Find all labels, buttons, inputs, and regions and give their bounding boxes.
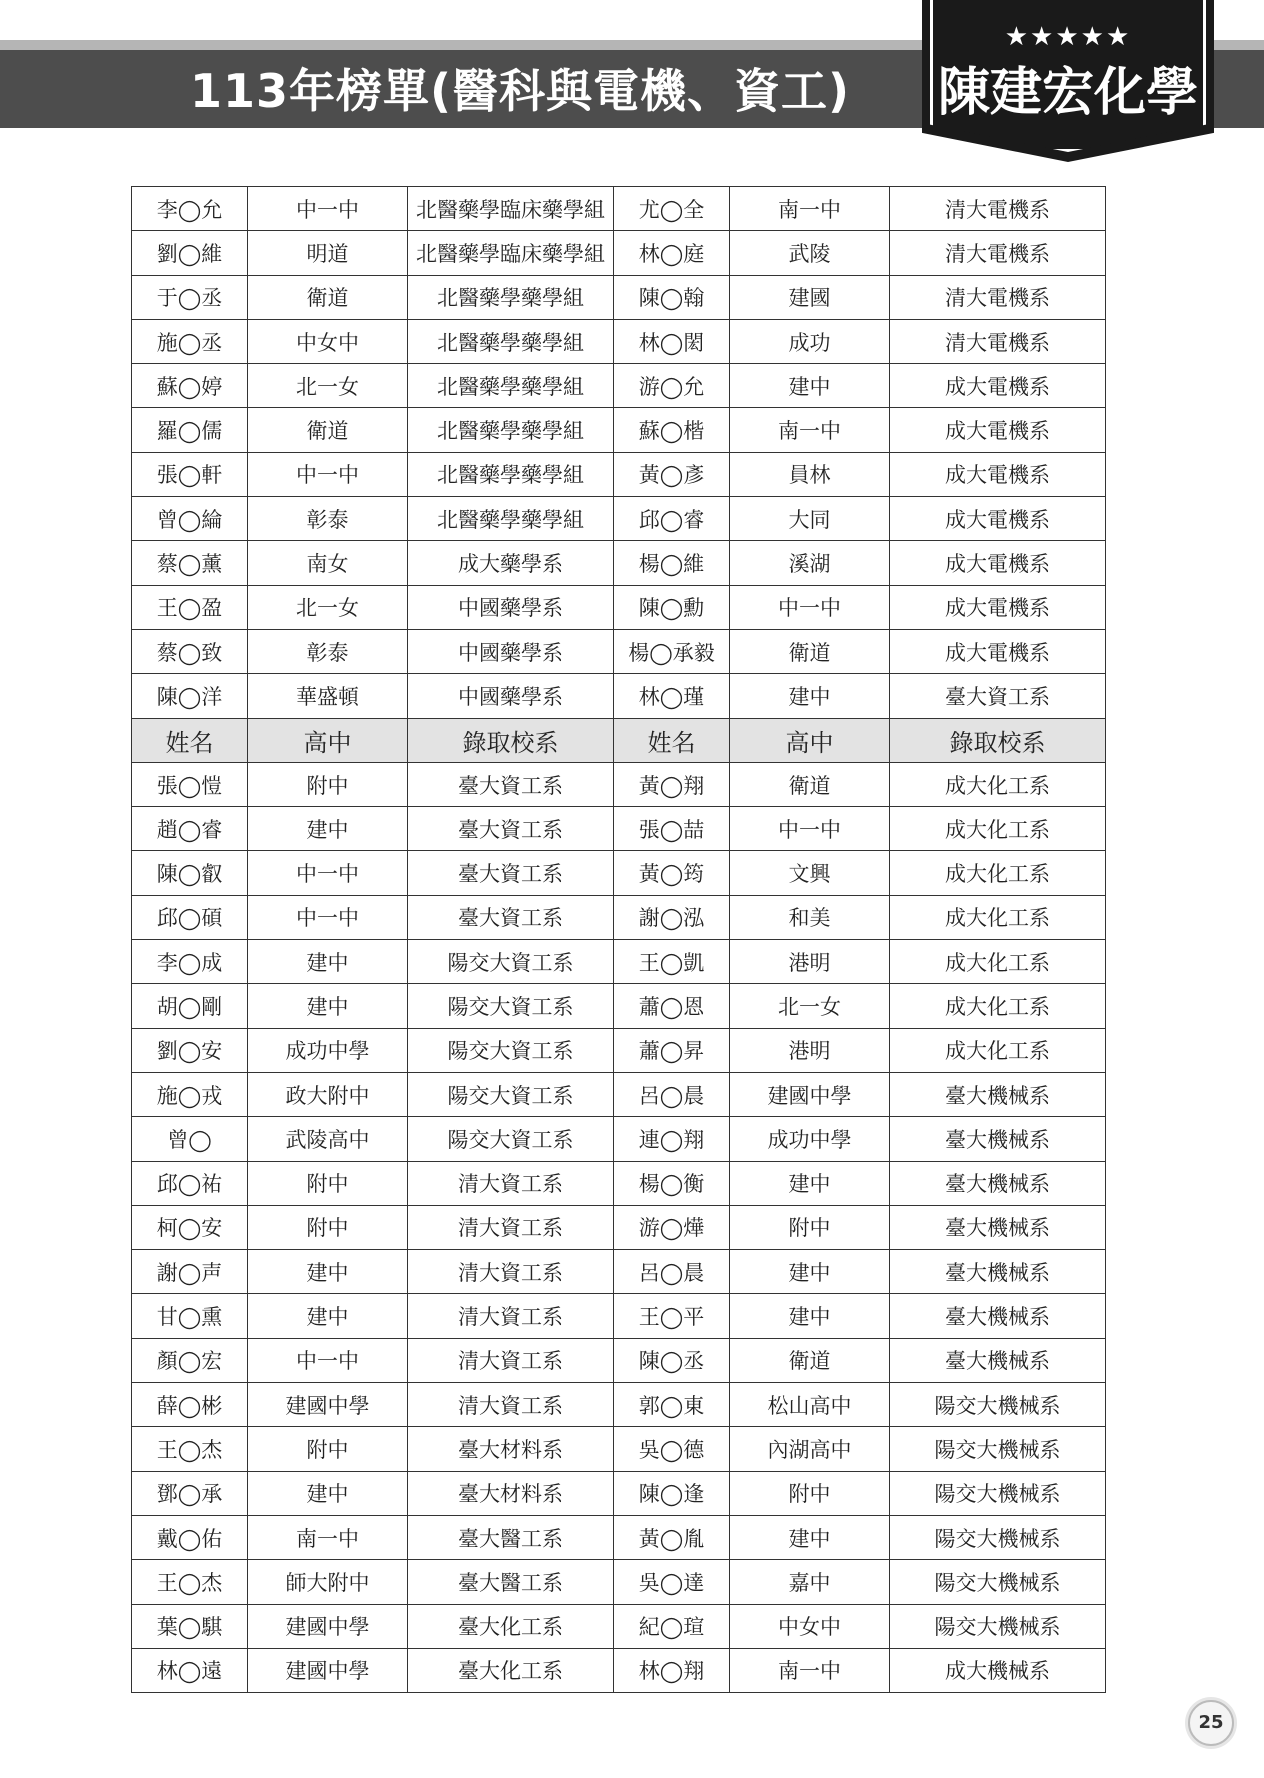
table-cell: 成大藥學系 <box>408 541 614 585</box>
table-cell: 中一中 <box>730 807 890 851</box>
table-cell: 清大電機系 <box>890 231 1106 275</box>
table-cell: 南一中 <box>730 187 890 231</box>
table-cell: 楊◯維 <box>614 541 730 585</box>
table-cell: 北醫藥學藥學組 <box>408 497 614 541</box>
page-number: 25 <box>1188 1700 1234 1746</box>
table-cell: 北醫藥學臨床藥學組 <box>408 187 614 231</box>
table-cell: 成大化工系 <box>890 1028 1106 1072</box>
table-cell: 林◯瑾 <box>614 674 730 718</box>
table-cell: 成大電機系 <box>890 408 1106 452</box>
table-cell: 武陵 <box>730 231 890 275</box>
table-cell: 彰泰 <box>248 629 408 673</box>
table-row <box>132 1471 1106 1515</box>
table-cell: 謝◯声 <box>132 1250 248 1294</box>
table-cell: 王◯平 <box>614 1294 730 1338</box>
table-cell: 北醫藥學藥學組 <box>408 452 614 496</box>
table-cell: 呂◯晨 <box>614 1072 730 1116</box>
table-cell: 臺大機械系 <box>890 1250 1106 1294</box>
table-cell: 中一中 <box>730 585 890 629</box>
table-row <box>132 1648 1106 1692</box>
table-cell: 附中 <box>730 1205 890 1249</box>
table-cell: 武陵高中 <box>248 1117 408 1161</box>
table-cell: 清大資工系 <box>408 1161 614 1205</box>
table-cell: 北一女 <box>248 364 408 408</box>
table-row <box>132 541 1106 585</box>
table-cell: 臺大機械系 <box>890 1294 1106 1338</box>
table-cell: 南一中 <box>730 408 890 452</box>
table-cell: 王◯盈 <box>132 585 248 629</box>
column-header: 姓名 <box>614 718 730 762</box>
table-cell: 中一中 <box>248 1338 408 1382</box>
table-cell: 附中 <box>730 1471 890 1515</box>
table-row <box>132 364 1106 408</box>
brand-name: 陳建宏化學 <box>937 63 1198 123</box>
table-cell: 鄧◯承 <box>132 1471 248 1515</box>
table-cell: 中一中 <box>248 851 408 895</box>
table-cell: 陽交大機械系 <box>890 1427 1106 1471</box>
table-cell: 臺大材料系 <box>408 1427 614 1471</box>
table-cell: 衛道 <box>248 275 408 319</box>
table-cell: 臺大資工系 <box>408 807 614 851</box>
table-cell: 附中 <box>248 1161 408 1205</box>
table-cell: 蔡◯致 <box>132 629 248 673</box>
table-cell: 北醫藥學藥學組 <box>408 275 614 319</box>
table-cell: 成大機械系 <box>890 1648 1106 1692</box>
table-cell: 臺大機械系 <box>890 1338 1106 1382</box>
table-cell: 吳◯達 <box>614 1560 730 1604</box>
table-cell: 紀◯瑄 <box>614 1604 730 1648</box>
table-cell: 陳◯叡 <box>132 851 248 895</box>
table-cell: 建國中學 <box>248 1648 408 1692</box>
table-cell: 建國 <box>730 275 890 319</box>
table-cell: 政大附中 <box>248 1072 408 1116</box>
table-cell: 楊◯承毅 <box>614 629 730 673</box>
table-cell: 顏◯宏 <box>132 1338 248 1382</box>
table-cell: 成大電機系 <box>890 629 1106 673</box>
table-row <box>132 984 1106 1028</box>
table-cell: 清大資工系 <box>408 1383 614 1427</box>
admission-table <box>131 186 1106 1693</box>
table-cell: 臺大機械系 <box>890 1205 1106 1249</box>
table-cell: 建國中學 <box>730 1072 890 1116</box>
table-cell: 溪湖 <box>730 541 890 585</box>
column-header: 高中 <box>730 718 890 762</box>
table-cell: 南一中 <box>730 1648 890 1692</box>
table-cell: 蔡◯薰 <box>132 541 248 585</box>
table-row <box>132 1383 1106 1427</box>
table-cell: 曾◯綸 <box>132 497 248 541</box>
table-cell: 施◯戎 <box>132 1072 248 1116</box>
table-cell: 戴◯佑 <box>132 1515 248 1559</box>
table-cell: 蕭◯昇 <box>614 1028 730 1072</box>
table-cell: 中女中 <box>248 319 408 363</box>
table-cell: 陽交大機械系 <box>890 1471 1106 1515</box>
table-row <box>132 1294 1106 1338</box>
table-header-row <box>132 718 1106 762</box>
table-cell: 趙◯睿 <box>132 807 248 851</box>
table-cell: 陳◯勳 <box>614 585 730 629</box>
table-cell: 成大化工系 <box>890 984 1106 1028</box>
table-cell: 陽交大機械系 <box>890 1560 1106 1604</box>
table-cell: 松山高中 <box>730 1383 890 1427</box>
table-cell: 臺大資工系 <box>408 895 614 939</box>
table-row <box>132 1028 1106 1072</box>
table-cell: 陳◯逢 <box>614 1471 730 1515</box>
table-cell: 中一中 <box>248 187 408 231</box>
table-cell: 成大化工系 <box>890 851 1106 895</box>
table-row <box>132 940 1106 984</box>
table-cell: 中一中 <box>248 452 408 496</box>
table-cell: 楊◯衡 <box>614 1161 730 1205</box>
table-cell: 王◯凱 <box>614 940 730 984</box>
table-cell: 清大資工系 <box>408 1205 614 1249</box>
table-cell: 成功中學 <box>730 1117 890 1161</box>
table-row <box>132 497 1106 541</box>
table-cell: 王◯杰 <box>132 1560 248 1604</box>
table-cell: 尤◯全 <box>614 187 730 231</box>
table-cell: 邱◯睿 <box>614 497 730 541</box>
table-cell: 邱◯碩 <box>132 895 248 939</box>
table-cell: 師大附中 <box>248 1560 408 1604</box>
table-cell: 附中 <box>248 1205 408 1249</box>
table-cell: 林◯翔 <box>614 1648 730 1692</box>
table-cell: 北醫藥學藥學組 <box>408 319 614 363</box>
table-cell: 建中 <box>730 674 890 718</box>
table-cell: 臺大資工系 <box>890 674 1106 718</box>
table-cell: 張◯喆 <box>614 807 730 851</box>
table-cell: 建中 <box>730 364 890 408</box>
table-cell: 臺大化工系 <box>408 1604 614 1648</box>
table-cell: 葉◯騏 <box>132 1604 248 1648</box>
table-cell: 港明 <box>730 1028 890 1072</box>
table-cell: 薛◯彬 <box>132 1383 248 1427</box>
table-cell: 中國藥學系 <box>408 674 614 718</box>
table-row <box>132 629 1106 673</box>
table-cell: 成大電機系 <box>890 541 1106 585</box>
table-cell: 衛道 <box>730 629 890 673</box>
table-cell: 內湖高中 <box>730 1427 890 1471</box>
table-cell: 清大電機系 <box>890 275 1106 319</box>
table-cell: 胡◯剛 <box>132 984 248 1028</box>
table-cell: 建中 <box>730 1294 890 1338</box>
table-cell: 大同 <box>730 497 890 541</box>
column-header: 高中 <box>248 718 408 762</box>
table-cell: 文興 <box>730 851 890 895</box>
table-cell: 李◯允 <box>132 187 248 231</box>
table-row <box>132 231 1106 275</box>
table-cell: 北醫藥學藥學組 <box>408 408 614 452</box>
table-cell: 劉◯維 <box>132 231 248 275</box>
table-row <box>132 1072 1106 1116</box>
table-cell: 成功中學 <box>248 1028 408 1072</box>
table-cell: 曾◯ <box>132 1117 248 1161</box>
table-cell: 建中 <box>248 807 408 851</box>
table-cell: 蘇◯婷 <box>132 364 248 408</box>
table-cell: 成大化工系 <box>890 762 1106 806</box>
table-cell: 明道 <box>248 231 408 275</box>
table-cell: 清大資工系 <box>408 1294 614 1338</box>
page-title: 113年榜單(醫科與電機、資工) <box>190 64 851 118</box>
table-cell: 北醫藥學臨床藥學組 <box>408 231 614 275</box>
table-cell: 邱◯祐 <box>132 1161 248 1205</box>
table-cell: 中一中 <box>248 895 408 939</box>
table-cell: 成大電機系 <box>890 497 1106 541</box>
table-cell: 臺大機械系 <box>890 1072 1106 1116</box>
table-cell: 清大資工系 <box>408 1338 614 1382</box>
table-cell: 施◯丞 <box>132 319 248 363</box>
table-cell: 嘉中 <box>730 1560 890 1604</box>
table-cell: 建中 <box>730 1161 890 1205</box>
table-cell: 清大電機系 <box>890 319 1106 363</box>
star-rating-icon: ★★★★★ <box>1004 22 1132 52</box>
table-cell: 附中 <box>248 1427 408 1471</box>
table-row <box>132 452 1106 496</box>
table-row <box>132 1117 1106 1161</box>
table-cell: 黃◯翔 <box>614 762 730 806</box>
table-cell: 建中 <box>248 1250 408 1294</box>
table-row <box>132 408 1106 452</box>
column-header: 錄取校系 <box>408 718 614 762</box>
table-cell: 陳◯翰 <box>614 275 730 319</box>
table-cell: 林◯閎 <box>614 319 730 363</box>
table-cell: 呂◯晨 <box>614 1250 730 1294</box>
table-cell: 黃◯筠 <box>614 851 730 895</box>
table-cell: 成大化工系 <box>890 940 1106 984</box>
table-cell: 臺大材料系 <box>408 1471 614 1515</box>
table-cell: 林◯庭 <box>614 231 730 275</box>
table-cell: 陽交大資工系 <box>408 1117 614 1161</box>
table-cell: 附中 <box>248 762 408 806</box>
table-cell: 中國藥學系 <box>408 585 614 629</box>
column-header: 錄取校系 <box>890 718 1106 762</box>
table-row <box>132 674 1106 718</box>
table-cell: 建中 <box>248 940 408 984</box>
table-row <box>132 187 1106 231</box>
table-cell: 于◯丞 <box>132 275 248 319</box>
table-cell: 陽交大資工系 <box>408 1028 614 1072</box>
table-cell: 蕭◯恩 <box>614 984 730 1028</box>
table-cell: 吳◯德 <box>614 1427 730 1471</box>
table-cell: 建國中學 <box>248 1383 408 1427</box>
table-row <box>132 319 1106 363</box>
table-cell: 華盛頓 <box>248 674 408 718</box>
table-cell: 建中 <box>248 1294 408 1338</box>
table-cell: 中女中 <box>730 1604 890 1648</box>
table-cell: 衛道 <box>730 1338 890 1382</box>
table-cell: 黃◯彥 <box>614 452 730 496</box>
table-cell: 陳◯洋 <box>132 674 248 718</box>
table-cell: 建國中學 <box>248 1604 408 1648</box>
table-cell: 臺大機械系 <box>890 1117 1106 1161</box>
table-cell: 北一女 <box>730 984 890 1028</box>
table-row <box>132 807 1106 851</box>
table-cell: 甘◯熏 <box>132 1294 248 1338</box>
table-cell: 衛道 <box>730 762 890 806</box>
column-header: 姓名 <box>132 718 248 762</box>
table-row <box>132 1250 1106 1294</box>
table-row <box>132 585 1106 629</box>
table-cell: 陽交大機械系 <box>890 1515 1106 1559</box>
table-cell: 臺大機械系 <box>890 1161 1106 1205</box>
table-row <box>132 762 1106 806</box>
table-cell: 陽交大機械系 <box>890 1604 1106 1648</box>
table-cell: 郭◯東 <box>614 1383 730 1427</box>
table-cell: 建中 <box>248 1471 408 1515</box>
table-cell: 羅◯儒 <box>132 408 248 452</box>
table-row <box>132 895 1106 939</box>
table-row <box>132 275 1106 319</box>
table-cell: 建中 <box>730 1250 890 1294</box>
table-row <box>132 1205 1106 1249</box>
table-cell: 臺大資工系 <box>408 851 614 895</box>
table-cell: 衛道 <box>248 408 408 452</box>
table-cell: 北一女 <box>248 585 408 629</box>
table-cell: 陳◯丞 <box>614 1338 730 1382</box>
table-cell: 北醫藥學藥學組 <box>408 364 614 408</box>
table-cell: 蘇◯楷 <box>614 408 730 452</box>
table-cell: 柯◯安 <box>132 1205 248 1249</box>
table-cell: 陽交大機械系 <box>890 1383 1106 1427</box>
table-cell: 成功 <box>730 319 890 363</box>
table-cell: 港明 <box>730 940 890 984</box>
table-row <box>132 1515 1106 1559</box>
table-row <box>132 1560 1106 1604</box>
table-cell: 成大化工系 <box>890 807 1106 851</box>
table-cell: 黃◯胤 <box>614 1515 730 1559</box>
table-cell: 李◯成 <box>132 940 248 984</box>
table-cell: 陽交大資工系 <box>408 940 614 984</box>
table-cell: 張◯愷 <box>132 762 248 806</box>
table-cell: 謝◯泓 <box>614 895 730 939</box>
table-cell: 南女 <box>248 541 408 585</box>
table-row <box>132 1427 1106 1471</box>
table-cell: 南一中 <box>248 1515 408 1559</box>
table-row <box>132 1338 1106 1382</box>
table-cell: 清大資工系 <box>408 1250 614 1294</box>
table-cell: 游◯允 <box>614 364 730 408</box>
table-cell: 劉◯安 <box>132 1028 248 1072</box>
table-cell: 成大化工系 <box>890 895 1106 939</box>
table-cell: 彰泰 <box>248 497 408 541</box>
table-row <box>132 1604 1106 1648</box>
table-row <box>132 1161 1106 1205</box>
table-cell: 員林 <box>730 452 890 496</box>
table-cell: 建中 <box>248 984 408 1028</box>
table-cell: 成大電機系 <box>890 452 1106 496</box>
table-cell: 臺大資工系 <box>408 762 614 806</box>
table-cell: 游◯燁 <box>614 1205 730 1249</box>
table-cell: 連◯翔 <box>614 1117 730 1161</box>
table-cell: 成大電機系 <box>890 364 1106 408</box>
table-cell: 和美 <box>730 895 890 939</box>
table-cell: 臺大化工系 <box>408 1648 614 1692</box>
table-cell: 臺大醫工系 <box>408 1515 614 1559</box>
table-cell: 張◯軒 <box>132 452 248 496</box>
table-cell: 成大電機系 <box>890 585 1106 629</box>
table-cell: 建中 <box>730 1515 890 1559</box>
table-cell: 清大電機系 <box>890 187 1106 231</box>
table-cell: 中國藥學系 <box>408 629 614 673</box>
table-cell: 臺大醫工系 <box>408 1560 614 1604</box>
table-cell: 林◯遠 <box>132 1648 248 1692</box>
table-cell: 王◯杰 <box>132 1427 248 1471</box>
table-cell: 陽交大資工系 <box>408 1072 614 1116</box>
table-row <box>132 851 1106 895</box>
table-cell: 陽交大資工系 <box>408 984 614 1028</box>
